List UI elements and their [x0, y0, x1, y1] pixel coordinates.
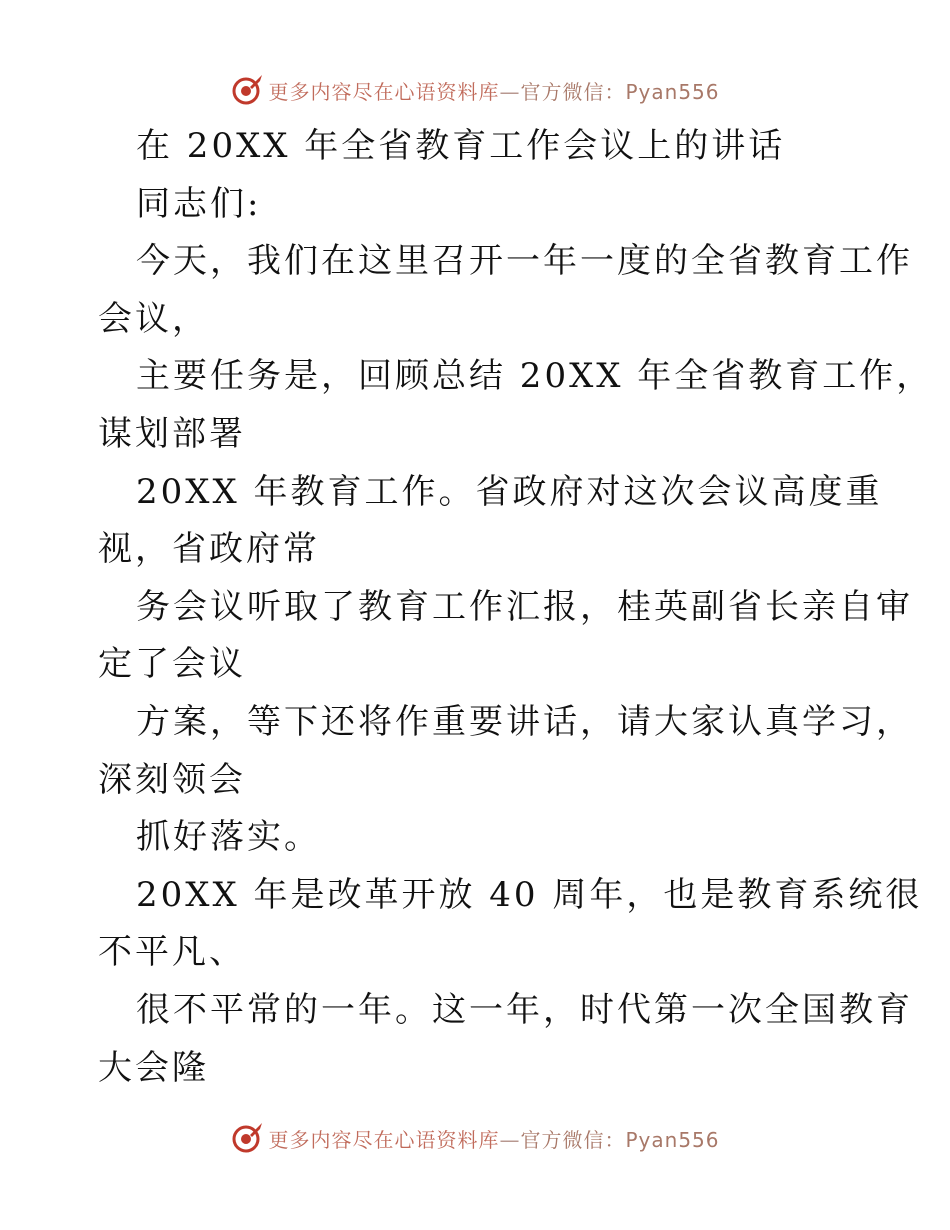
text-line: 同志们:	[136, 183, 262, 224]
text-line: 很不平常的一年。这一年，时代第一次全国教育	[136, 989, 913, 1030]
banner-wechat-id: Pyan556	[625, 1127, 720, 1152]
header-banner	[0, 70, 950, 110]
text-line: 20XX 年是改革开放 40 周年，也是教育系统很	[136, 874, 923, 915]
text-line: 会议，	[98, 298, 209, 339]
banner-separator: —	[499, 79, 521, 104]
banner-wechat-label: 官方微信：	[520, 1127, 626, 1152]
banner-wechat-id: Pyan556	[625, 79, 720, 104]
banner-wechat-label: 官方微信：	[520, 79, 626, 104]
text-line: 谋划部署	[98, 413, 246, 454]
banner-text	[268, 76, 719, 105]
text-line: 20XX 年教育工作。省政府对这次会议高度重	[136, 471, 883, 512]
footer-banner	[0, 1118, 950, 1158]
banner-site: 更多内容尽在心语资料库	[268, 79, 500, 104]
document-body	[98, 118, 934, 1097]
text-line: 定了会议	[98, 644, 246, 685]
quill-seal-icon	[230, 73, 264, 107]
banner-separator: —	[499, 1127, 521, 1152]
text-line: 不平凡、	[98, 932, 246, 973]
quill-seal-icon	[230, 1121, 264, 1155]
banner-site: 更多内容尽在心语资料库	[268, 1127, 500, 1152]
text-line: 抓好落实。	[136, 817, 321, 858]
document-title: 在 20XX 年全省教育工作会议上的讲话	[136, 126, 786, 166]
text-line: 务会议听取了教育工作汇报，桂英副省长亲自审	[136, 586, 913, 627]
text-line: 方案，等下还将作重要讲话，请大家认真学习，	[136, 701, 913, 742]
text-line: 视，省政府常	[98, 529, 320, 570]
text-line: 主要任务是，回顾总结 20XX 年全省教育工作，	[136, 356, 934, 397]
banner-text	[268, 1124, 719, 1153]
text-line: 深刻领会	[98, 759, 246, 800]
text-line: 今天，我们在这里召开一年一度的全省教育工作	[136, 241, 913, 282]
text-line: 大会隆	[98, 1047, 209, 1088]
